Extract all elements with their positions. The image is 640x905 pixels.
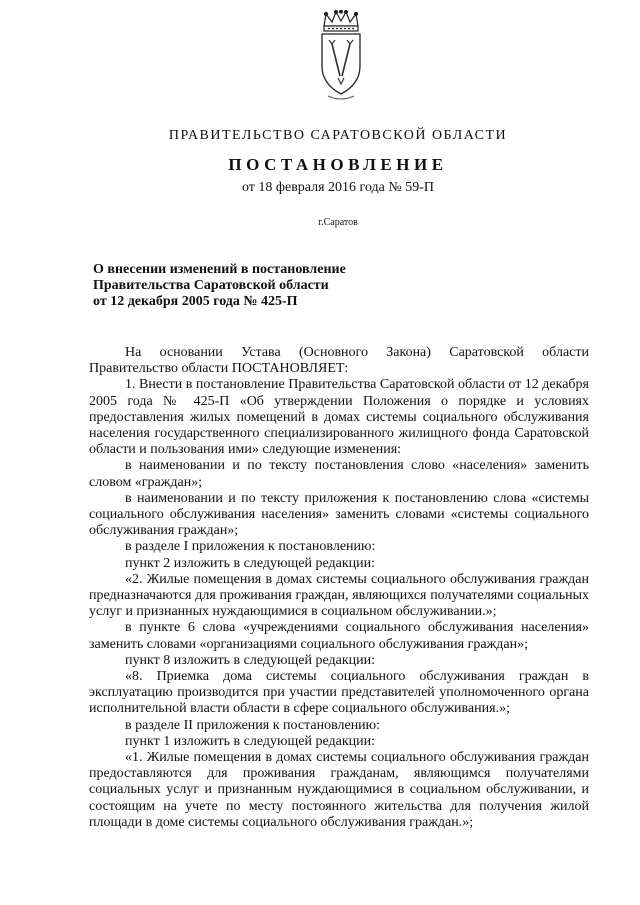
document-date-number: от 18 февраля 2016 года № 59-П xyxy=(241,180,435,195)
body-paragraph: «8. Приемка дома системы социального обслуживания граждан в эксплуатацию производится при участии представителей уполномоченного органа исполнительной власти области в сфере социального обслуживания.»; xyxy=(89,669,589,717)
coat-of-arms-icon xyxy=(314,10,368,104)
body-paragraph: в наименовании и по тексту приложения к постановлению слова «системы социального обслуживания населения» заменить словами «системы социального обслуживания граждан»; xyxy=(89,490,589,539)
document-body xyxy=(89,345,589,831)
body-paragraph: «2. Жилые помещения в домах системы социального обслуживания граждан предназначаются для проживания граждан, являющихся получателями социальных услуг и признанных нуждающимися в социальном обслуживании.»; xyxy=(89,571,589,620)
body-paragraph: в пункте 6 слова «учреждениями социального обслуживания населения» заменить словами «организациями социального обслуживания граждан»; xyxy=(89,620,589,652)
body-paragraph: пункт 1 изложить в следующей редакции: xyxy=(125,733,375,749)
document-subject xyxy=(93,262,453,310)
body-paragraph: 1. Внести в постановление Правительства Саратовской области от 12 декабря 2005 года № 425-П «Об утверждении Положения о порядке и условиях предоставления жилых помещений в домах системы социального обслуживания населения государственного специализированного жилищного фонда Саратовской области и пользования ими» следующие изменения: xyxy=(89,377,589,458)
body-paragraph: «1. Жилые помещения в домах системы социального обслуживания граждан предоставляются для проживания гражданам, являющимся получателями социальных услуг и признанным нуждающимися в социальном обслуживании, и состоящим на учете по месту постоянного жительства для получения жилой площади в доме системы социального обслуживания граждан.»; xyxy=(89,750,589,830)
subject-line: от 12 декабря 2005 года № 425-П xyxy=(93,294,298,309)
body-paragraph: в разделе II приложения к постановлению: xyxy=(125,717,381,733)
government-name: ПРАВИТЕЛЬСТВО САРАТОВСКОЙ ОБЛАСТИ xyxy=(168,128,508,143)
document-type: ПОСТАНОВЛЕНИЕ xyxy=(228,155,448,174)
subject-line: О внесении изменений в постановление xyxy=(93,262,346,277)
document-city: г.Саратов xyxy=(318,217,358,228)
body-paragraph: На основании Устава (Основного Закона) Саратовской области Правительство области ПОСТАНОВЛЯЕТ: xyxy=(89,345,589,377)
subject-line: Правительства Саратовской области xyxy=(93,278,329,293)
body-paragraph: пункт 8 изложить в следующей редакции: xyxy=(125,652,375,668)
body-paragraph: в разделе I приложения к постановлению: xyxy=(125,539,376,555)
body-paragraph: пункт 2 изложить в следующей редакции: xyxy=(125,555,375,571)
body-paragraph: в наименовании и по тексту постановления слово «населения» заменить словом «граждан»; xyxy=(89,458,589,490)
